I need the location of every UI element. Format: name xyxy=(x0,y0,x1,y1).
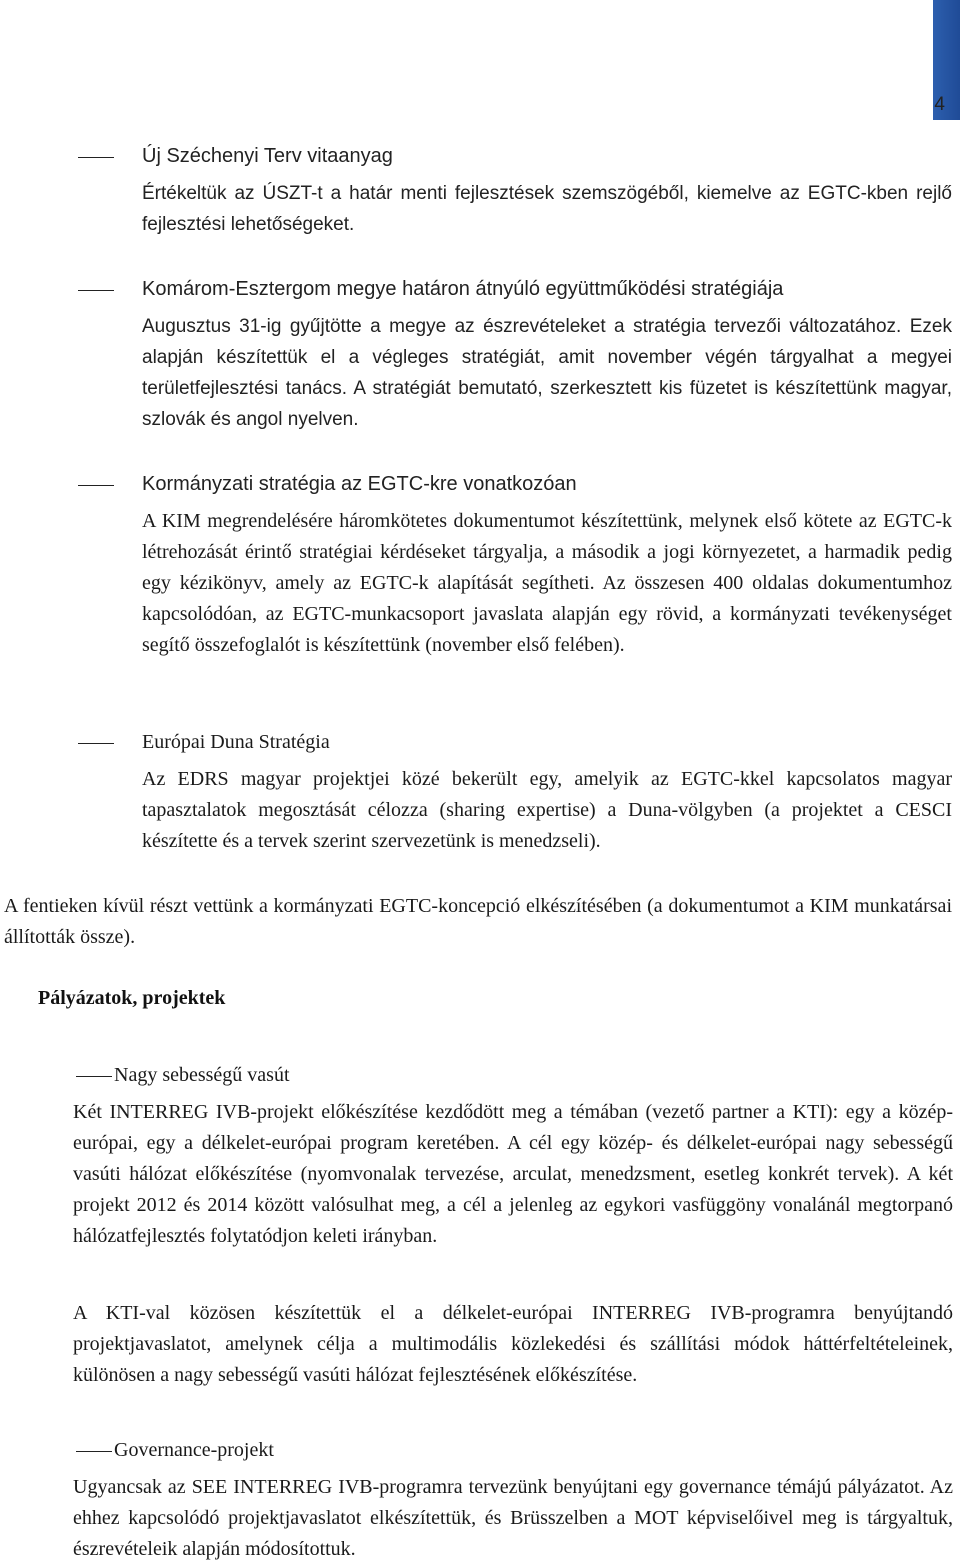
item-title-uszt: Új Széchenyi Terv vitaanyag xyxy=(142,145,393,167)
list-dash xyxy=(78,485,114,486)
item-paragraph-vasut-2: A KTI-val közösen készítettük el a délkelet-európai INTERREG IVB-programra benyújtandó projektjavaslatot, amelynek célja a multimodális közlekedési és szállítási módok háttérfeltételeinek, különösen a nagy sebességű vasúti hálózat fejlesztésének előkészítése. xyxy=(73,1302,953,1386)
item-paragraph-duna: Az EDRS magyar projektjei közé bekerült egy, amelyik az EGTC-kkel kapcsolatos magyar tapasztalatok megosztását célozza (sharing expertise) a Duna-völgyben (a projektet a CESCI készítette és a tervek szerint szervezetünk is menedzseli). xyxy=(142,768,952,852)
item-paragraph-komarom: Augusztus 31-ig gyűjtötte a megye az észrevételeket a stratégia tervezői változatához. Ezek alapján készítettük el a végleges stratégiát, amit november végén tárgyalhat a megyei területfejlesztési tanács. A stratégiát bemutató, szerkesztett kis füzetet is készítettünk magyar, szlovák és angol nyelven. xyxy=(142,316,952,430)
list-dash xyxy=(76,1076,112,1077)
section-heading: Pályázatok, projektek xyxy=(38,987,226,1009)
item-title-komarom: Komárom-Esztergom megye határon átnyúló együttműködési stratégiája xyxy=(142,278,784,300)
list-dash xyxy=(78,290,114,291)
list-dash xyxy=(78,157,114,158)
item-paragraph-kormanyzati: A KIM megrendelésére háromkötetes dokumentumot készítettünk, melynek első kötete az EGTC-k létrehozását érintő stratégiai kérdéseket tárgyalja, a második a jogi környezetet, a harmadik pedig egy kézikönyv, amely az EGTC-k alapítását segítheti. Az összesen 400 oldalas dokumentumhoz kapcsolódóan, az EGTC-munkacsoport javaslata alapján egy rövid, a kormányzati tevékenységet segítő összefoglalót is készítettünk (november első felében). xyxy=(142,510,952,656)
item-paragraph-vasut-1: Két INTERREG IVB-projekt előkészítése kezdődött meg a témában (vezető partner a KTI): egy a közép-európai, egy a délkelet-európai program keretében. A cél egy közép- és délkelet-európai nagy sebességű vasúti hálózat előkészítése (nyomvonalak tervezése, arculat, menedzsment, esetleg konkrét tervek). A két projekt 2012 és 2014 között valósulhat meg, a cél a jelenleg az egykori vasfüggöny vonalánál megtorpanó hálózatfejlesztés folytatódjon keleti irányban. xyxy=(73,1101,953,1247)
item-title-kormanyzati: Kormányzati stratégia az EGTC-kre vonatkozóan xyxy=(142,473,577,495)
item-paragraph-governance: Ugyancsak az SEE INTERREG IVB-programra tervezünk benyújtani egy governance témájú pályázatot. Az ehhez kapcsolódó projektjavaslatot elkészítettük, és Brüsszelben a MOT képviselőivel meg is tárgyaltuk, észrevételeik alapján módosítottuk. xyxy=(73,1476,953,1560)
item-title-governance: Governance-projekt xyxy=(114,1439,274,1461)
summary-paragraph: A fentieken kívül részt vettünk a kormányzati EGTC-koncepció elkészítésében (a dokumentumot a KIM munkatársai állították össze). xyxy=(4,895,952,948)
page-number: 4 xyxy=(934,94,945,115)
list-dash xyxy=(76,1451,112,1452)
item-title-duna: Európai Duna Stratégia xyxy=(142,731,330,753)
list-dash xyxy=(78,743,114,744)
item-title-vasut: Nagy sebességű vasút xyxy=(114,1064,290,1086)
item-paragraph-uszt: Értékeltük az ÚSZT-t a határ menti fejlesztések szemszögéből, kiemelve az EGTC-kben rejlő fejlesztési lehetőségeket. xyxy=(142,183,952,235)
